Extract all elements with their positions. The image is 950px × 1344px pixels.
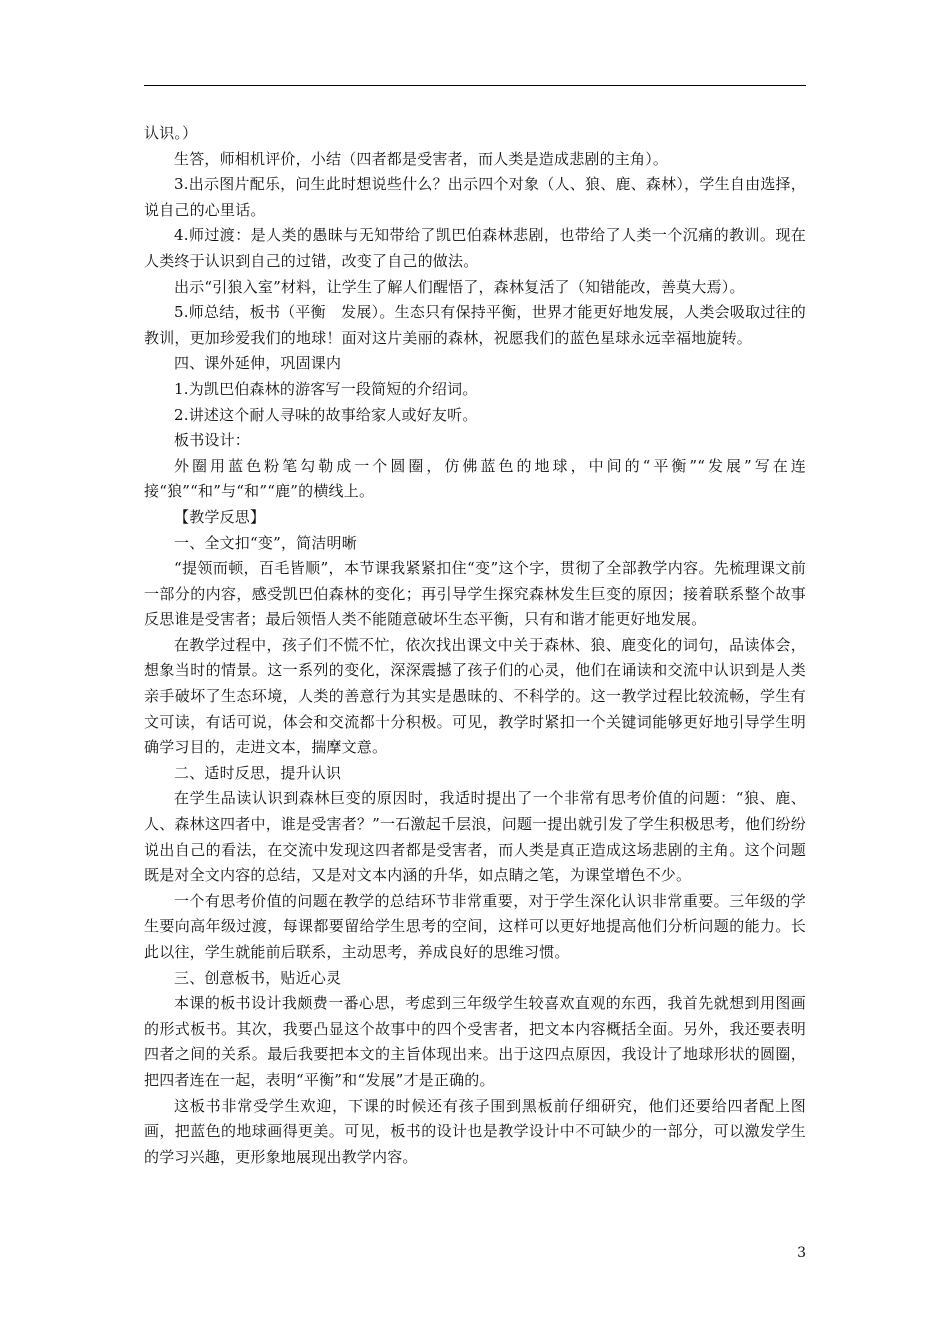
page-number: 3 bbox=[797, 1245, 806, 1261]
list-item: 1.为凯巴伯森林的游客写一段简短的介绍词。 bbox=[174, 379, 478, 398]
paragraph: “提领而顿，百毛皆顺”，本节课我紧紧扣住“变”这个字，贯彻了全部教学内容。先梳理课文前一部分的内容，感受凯巴伯森林的变化；再引导学生探究森林发生巨变的原因；接着联系整个故事反思谁是受害者；最后领悟人类不能随意破坏生态平衡，只有和谐才能更好地发展。 bbox=[144, 559, 806, 629]
document-body bbox=[144, 121, 806, 1170]
paragraph: 5.师总结，板书（平衡 发展）。生态只有保持平衡，世界才能更好地发展，人类会吸取过往的教训，更加珍爱我们的地球！面对这片美丽的森林，祝愿我们的蓝色星球永远幸福地旋转。 bbox=[144, 303, 806, 347]
paragraph: 在学生品读认识到森林巨变的原因时，我适时提出了一个非常有思考价值的问题：“狼、鹿、人、森林这四者中，谁是受害者？”一石激起千层浪，问题一提出就引发了学生积极思考，他们纷纷说出自己的看法，在交流中发现这四者都是受害者，而人类是真正造成这场悲剧的主角。这个问题既是对全文内容的总结，又是对文本内涵的升华，如点睛之笔，为课堂增色不少。 bbox=[144, 789, 806, 885]
paragraph: 出示“引狼入室”材料，让学生了解人们醒悟了，森林复活了（知错能改，善莫大焉）。 bbox=[174, 277, 745, 296]
paragraph: 3.出示图片配乐，问生此时想说些什么？出示四个对象（人、狼、鹿、森林），学生自由选择，说自己的心里话。 bbox=[144, 175, 806, 219]
paragraph: 一个有思考价值的问题在教学的总结环节非常重要，对于学生深化认识非常重要。三年级的学生要向高年级过渡，每课都要留给学生思考的空间，这样可以更好地提高他们分析问题的能力。长此以往，学生就能前后联系，主动思考，养成良好的思维习惯。 bbox=[144, 891, 806, 961]
paragraph: 本课的板书设计我颇费一番心思，考虑到三年级学生较喜欢直观的东西，我首先就想到用图画的形式板书。其次，我要凸显这个故事中的四个受害者，把文本内容概括全面。另外，我还要表明四者之间的关系。最后我要把本文的主旨体现出来。出于这四点原因，我设计了地球形状的圆圈，把四者连在一起，表明“平衡”和“发展”才是正确的。 bbox=[144, 994, 806, 1089]
paragraph: 4.师过渡：是人类的愚昧与无知带给了凯巴伯森林悲剧，也带给了人类一个沉痛的教训。现在人类终于认识到自己的过错，改变了自己的做法。 bbox=[144, 226, 806, 270]
section-heading: 二、适时反思，提升认识 bbox=[174, 763, 342, 782]
paragraph: 在教学过程中，孩子们不慌不忙，依次找出课文中关于森林、狼、鹿变化的词句，品读体会，想象当时的情景。这一系列的变化，深深震撼了孩子们的心灵，他们在诵读和交流中认识到是人类亲手破坏了生态环境，人类的善意行为其实是愚昧的、不科学的。这一教学过程比较流畅，学生有文可读，有话可说，体会和交流都十分积极。可见，教学时紧扣一个关键词能够更好地引导学生明确学习目的，走进文本，揣摩文意。 bbox=[144, 635, 806, 757]
section-heading: 四、课外延伸，巩固课内 bbox=[174, 354, 342, 373]
section-heading: 【教学反思】 bbox=[174, 507, 266, 526]
paragraph: 外圈用蓝色粉笔勾勒成一个圆圈，仿佛蓝色的地球，中间的“平衡”“发展”写在连接“狼”“和”与“和”“鹿”的横线上。 bbox=[144, 456, 806, 501]
paragraph: 认识。） bbox=[144, 124, 198, 142]
paragraph: 生答，师相机评价，小结（四者都是受害者，而人类是造成悲剧的主角）。 bbox=[174, 149, 669, 168]
section-heading: 三、创意板书，贴近心灵 bbox=[174, 968, 342, 987]
paragraph: 这板书非常受学生欢迎，下课的时候还有孩子围到黑板前仔细研究，他们还要给四者配上图画，把蓝色的地球画得更美。可见，板书的设计也是教学设计中不可缺少的一部分，可以激发学生的学习兴趣，更形象地展现出教学内容。 bbox=[144, 1096, 806, 1166]
section-heading: 一、全文扣“变”，简洁明晰 bbox=[174, 533, 357, 552]
list-item: 2.讲述这个耐人寻味的故事给家人或好友听。 bbox=[174, 405, 478, 424]
section-heading: 板书设计： bbox=[174, 431, 251, 450]
header-rule bbox=[144, 85, 806, 86]
